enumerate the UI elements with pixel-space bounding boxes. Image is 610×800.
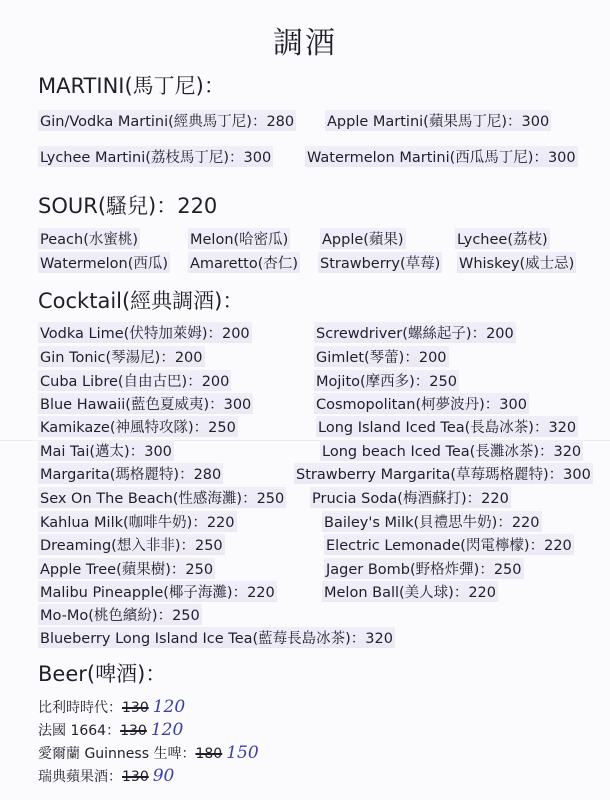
menu-item: Screwdriver(螺絲起子)：200 [314,322,516,343]
beer-name: 愛爾蘭 Guinness 生啤： [38,746,196,762]
menu-item: Bailey's Milk(貝禮思牛奶)：220 [322,511,542,532]
beer-name: 比利時時代： [38,700,122,716]
menu-item: Gin/Vodka Martini(經典馬丁尼)：280 [38,110,296,131]
menu-item: Apple(蘋果) [320,228,406,249]
handwritten-new-price: 150 [226,743,259,763]
menu-item: Kahlua Milk(咖啡牛奶)：220 [38,511,237,532]
menu-item: Strawberry Margarita(草莓瑪格麗特)：300 [294,463,593,484]
section-beer-heading: Beer(啤酒)： [38,662,167,686]
menu-item: Lychee(荔枝) [455,228,550,249]
menu-item: Prucia Soda(梅酒蘇打)：220 [310,487,511,508]
menu-item: Blue Hawaii(藍色夏威夷)：300 [38,393,253,414]
old-price: 130 [122,700,149,716]
menu-item: Jager Bomb(野格炸彈)：250 [324,558,524,579]
menu-item: Blueberry Long Island Ice Tea(藍莓長島冰茶)：320 [38,627,395,648]
beer-item [38,697,185,717]
menu-item: Peach(水蜜桃) [38,228,140,249]
menu-item: Watermelon(西瓜) [38,252,170,273]
old-price: 180 [195,746,223,762]
old-price: 130 [120,723,147,739]
handwritten-new-price: 120 [152,697,186,717]
menu-item: Sex On The Beach(性感海灘)：250 [38,487,286,508]
menu-item: Whiskey(威士忌) [457,252,576,273]
handwritten-new-price: 120 [150,720,184,740]
menu-item: Gin Tonic(琴湯尼)：200 [38,346,205,367]
menu-item: Electric Lemonade(閃電檸檬)：220 [324,534,574,555]
old-price: 130 [122,769,149,785]
menu-item: Strawberry(草莓) [318,252,442,273]
menu-item: Watermelon Martini(西瓜馬丁尼)：300 [305,146,578,167]
menu-item: Mai Tai(邁太)：300 [38,440,174,461]
menu-item: Apple Tree(蘋果樹)：250 [38,558,215,579]
menu-item: Gimlet(琴蕾)：200 [314,346,449,367]
menu-item: Melon(哈密瓜) [188,228,290,249]
beer-name: 瑞典蘋果酒： [38,769,122,785]
beer-item [38,743,259,763]
menu-item: Dreaming(想入非非)：250 [38,534,225,555]
menu-item: Cuba Libre(自由古巴)：200 [38,370,231,391]
menu-item: Apple Martini(蘋果馬丁尼)：300 [325,110,551,131]
beer-item [38,720,183,740]
menu-item: Mojito(摩西多)：250 [314,370,459,391]
section-sour-heading: SOUR(騷兒)：220 [38,194,218,218]
menu-item: Mo-Mo(桃色繽紛)：250 [38,604,202,625]
beer-name: 法國 1664： [38,723,121,739]
beer-item [38,766,174,786]
page-title: 調酒 [273,26,337,61]
menu-item: Cosmopolitan(柯夢波丹)：300 [314,393,529,414]
menu-item: Malibu Pineapple(椰子海灘)：220 [38,581,277,602]
menu-item: Melon Ball(美人球)：220 [322,581,498,602]
menu-item: Margarita(瑪格麗特)：280 [38,463,223,484]
menu-item: Amaretto(杏仁) [188,252,300,273]
menu-item: Long beach Iced Tea(長灘冰茶)：320 [320,440,583,461]
handwritten-new-price: 90 [152,766,175,786]
menu-item: Vodka Lime(伏特加萊姆)：200 [38,322,252,343]
section-martini-heading: MARTINI(馬丁尼)： [38,74,225,98]
section-cocktail-heading: Cocktail(經典調酒)： [38,289,244,313]
menu-item: Lychee Martini(荔枝馬丁尼)：300 [38,146,273,167]
menu-item: Long Island Iced Tea(長島冰茶)：320 [316,416,578,437]
menu-item: Kamikaze(神風特攻隊)：250 [38,416,238,437]
